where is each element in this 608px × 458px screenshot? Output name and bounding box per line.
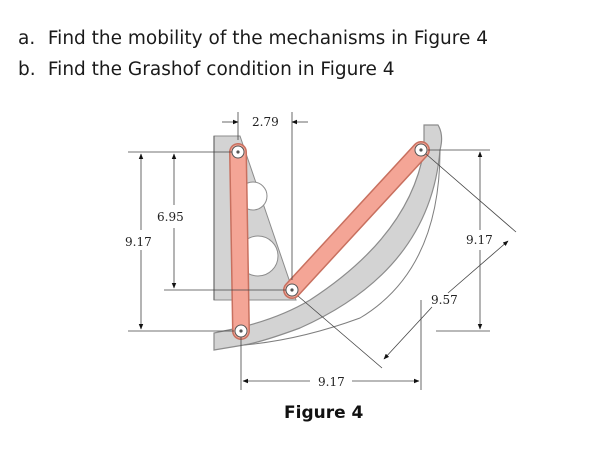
pin-a — [232, 146, 244, 158]
figure-caption: Figure 4 — [284, 403, 364, 423]
pin-d — [415, 144, 427, 156]
pin-b — [235, 325, 247, 337]
question-b-text: Find the Grashof condition in Figure 4 — [47, 59, 395, 80]
pin-c — [286, 284, 298, 296]
dim-left-inner: 6.95 — [157, 210, 184, 224]
dim-right-vertical: 9.17 — [466, 233, 493, 247]
dim-diagonal: 9.57 — [431, 293, 458, 307]
question-a-text: Find the mobility of the mechanisms in Figure 4 — [47, 28, 489, 49]
dim-bottom: 9.17 — [318, 375, 345, 389]
dim-top-width: 2.79 — [252, 115, 279, 129]
question-b-label: b. — [18, 59, 36, 80]
question-a-label: a. — [18, 28, 36, 49]
link-input — [238, 152, 241, 331]
dim-left-outer: 9.17 — [125, 235, 152, 249]
